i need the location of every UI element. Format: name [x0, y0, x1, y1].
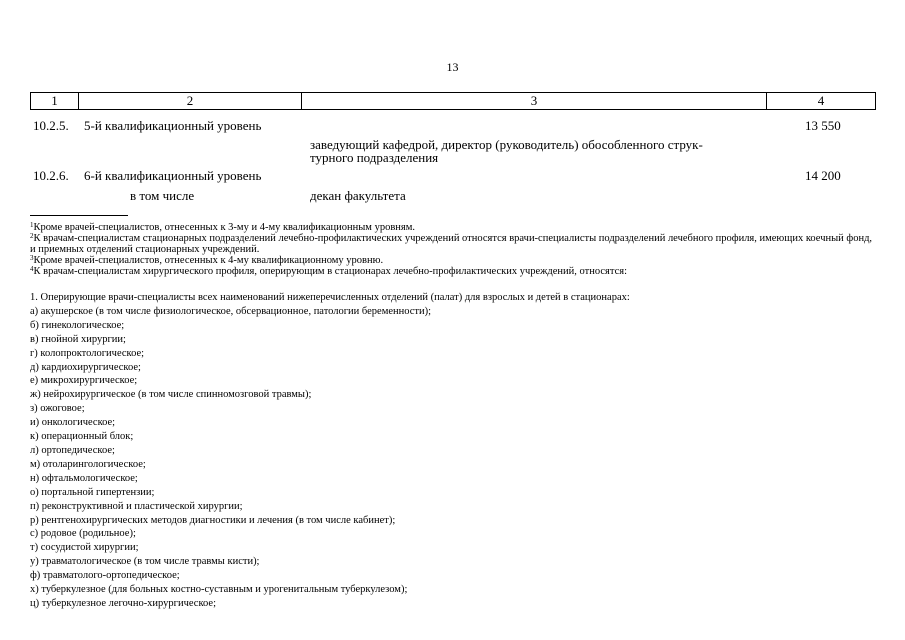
- list-item: ц) туберкулезное легочно-хирургическое;: [30, 597, 216, 609]
- row-position: заведующий кафедрой, директор (руководитель) обособленного струк-: [310, 137, 703, 152]
- list-item: х) туберкулезное (для больных костно-суставным и урогенитальным туберкулезом);: [30, 584, 408, 596]
- row-level: 6-й квалификационный уровень: [84, 168, 262, 183]
- list-item: б) гинекологическое;: [30, 319, 125, 331]
- col-4-header: 4: [767, 93, 876, 110]
- list-item: е) микрохирургическое;: [30, 375, 138, 387]
- footnote-mark: 3: [30, 254, 34, 262]
- list-item: ф) травматолого-ортопедическое;: [30, 570, 180, 582]
- list-item: к) операционный блок;: [30, 431, 134, 443]
- footnote-text: К врачам-специалистам хирургического профиля, оперирующим в стационарах лечебно-профилактических учреждений, относятся:: [33, 266, 627, 277]
- list-item: а) акушерское (в том числе физиологическое, обсервационное, патологии беременности);: [30, 305, 432, 317]
- page-number: 13: [446, 60, 459, 74]
- department-list: [30, 291, 630, 611]
- list-item: с) родовое (родильное);: [30, 528, 136, 540]
- list-item: л) ортопедическое;: [30, 444, 115, 456]
- table-header: [30, 92, 876, 110]
- footnote-mark: 2: [30, 232, 34, 240]
- list-item: н) офтальмологическое;: [30, 472, 138, 484]
- row-level: 5-й квалификационный уровень: [84, 118, 262, 133]
- row-amount: 13 550: [805, 118, 841, 133]
- footnote-mark: 4: [30, 265, 34, 273]
- row-sub: в том числе: [130, 188, 195, 203]
- list-item: о) портальной гипертензии;: [30, 486, 155, 498]
- list-item: д) кардиохирургическое;: [30, 361, 141, 373]
- row-position: декан факультета: [310, 188, 406, 203]
- footnote-4: [30, 266, 880, 277]
- col-3-header: 3: [302, 93, 767, 110]
- row-position-cont: турного подразделения: [310, 150, 439, 165]
- footnote-text: Кроме врачей-специалистов, отнесенных к 4-му квалификационному уровню.: [33, 255, 384, 266]
- list-item: и) онкологическое;: [30, 417, 116, 429]
- footnote-1: [30, 222, 880, 233]
- footnotes: [30, 222, 880, 277]
- col-2-header: 2: [79, 93, 302, 110]
- footnote-3: [30, 255, 880, 266]
- list-item: м) отоларингологическое;: [30, 458, 146, 470]
- list-intro: 1. Оперирующие врачи-специалисты всех наименований нижеперечисленных отделений (палат) для взрослых и детей в стационарах:: [30, 292, 630, 303]
- list-item: ж) нейрохирургическое (в том числе спинномозговой травмы);: [30, 389, 312, 401]
- footnote-text: Кроме врачей-специалистов, отнесенных к 3-му и 4-му квалификационным уровням.: [33, 222, 415, 233]
- row-code: 10.2.6.: [33, 168, 69, 183]
- list-item: у) травматологическое (в том числе травмы кисти);: [30, 556, 260, 568]
- list-item: з) ожоговое;: [30, 403, 85, 415]
- footnote-text: К врачам-специалистам стационарных подразделений лечебно-профилактических учреждений относятся врачи-специалисты подразделений лечебного профиля, имеющих коечный фонд, и приемных отделений стационарных учреждений.: [30, 233, 873, 255]
- footnote-mark: 1: [30, 221, 34, 229]
- list-item: г) колопроктологическое;: [30, 347, 145, 359]
- row-code: 10.2.5.: [33, 118, 69, 133]
- list-item: т) сосудистой хирургии;: [30, 542, 139, 554]
- list-item: п) реконструктивной и пластической хирургии;: [30, 500, 243, 512]
- footnote-divider: [30, 215, 128, 216]
- footnote-2: [30, 233, 880, 255]
- list-item: р) рентгенохирургических методов диагностики и лечения (в том числе кабинет);: [30, 514, 396, 526]
- list-item: в) гнойной хирургии;: [30, 333, 126, 345]
- col-1-header: 1: [31, 93, 79, 110]
- row-amount: 14 200: [805, 168, 841, 183]
